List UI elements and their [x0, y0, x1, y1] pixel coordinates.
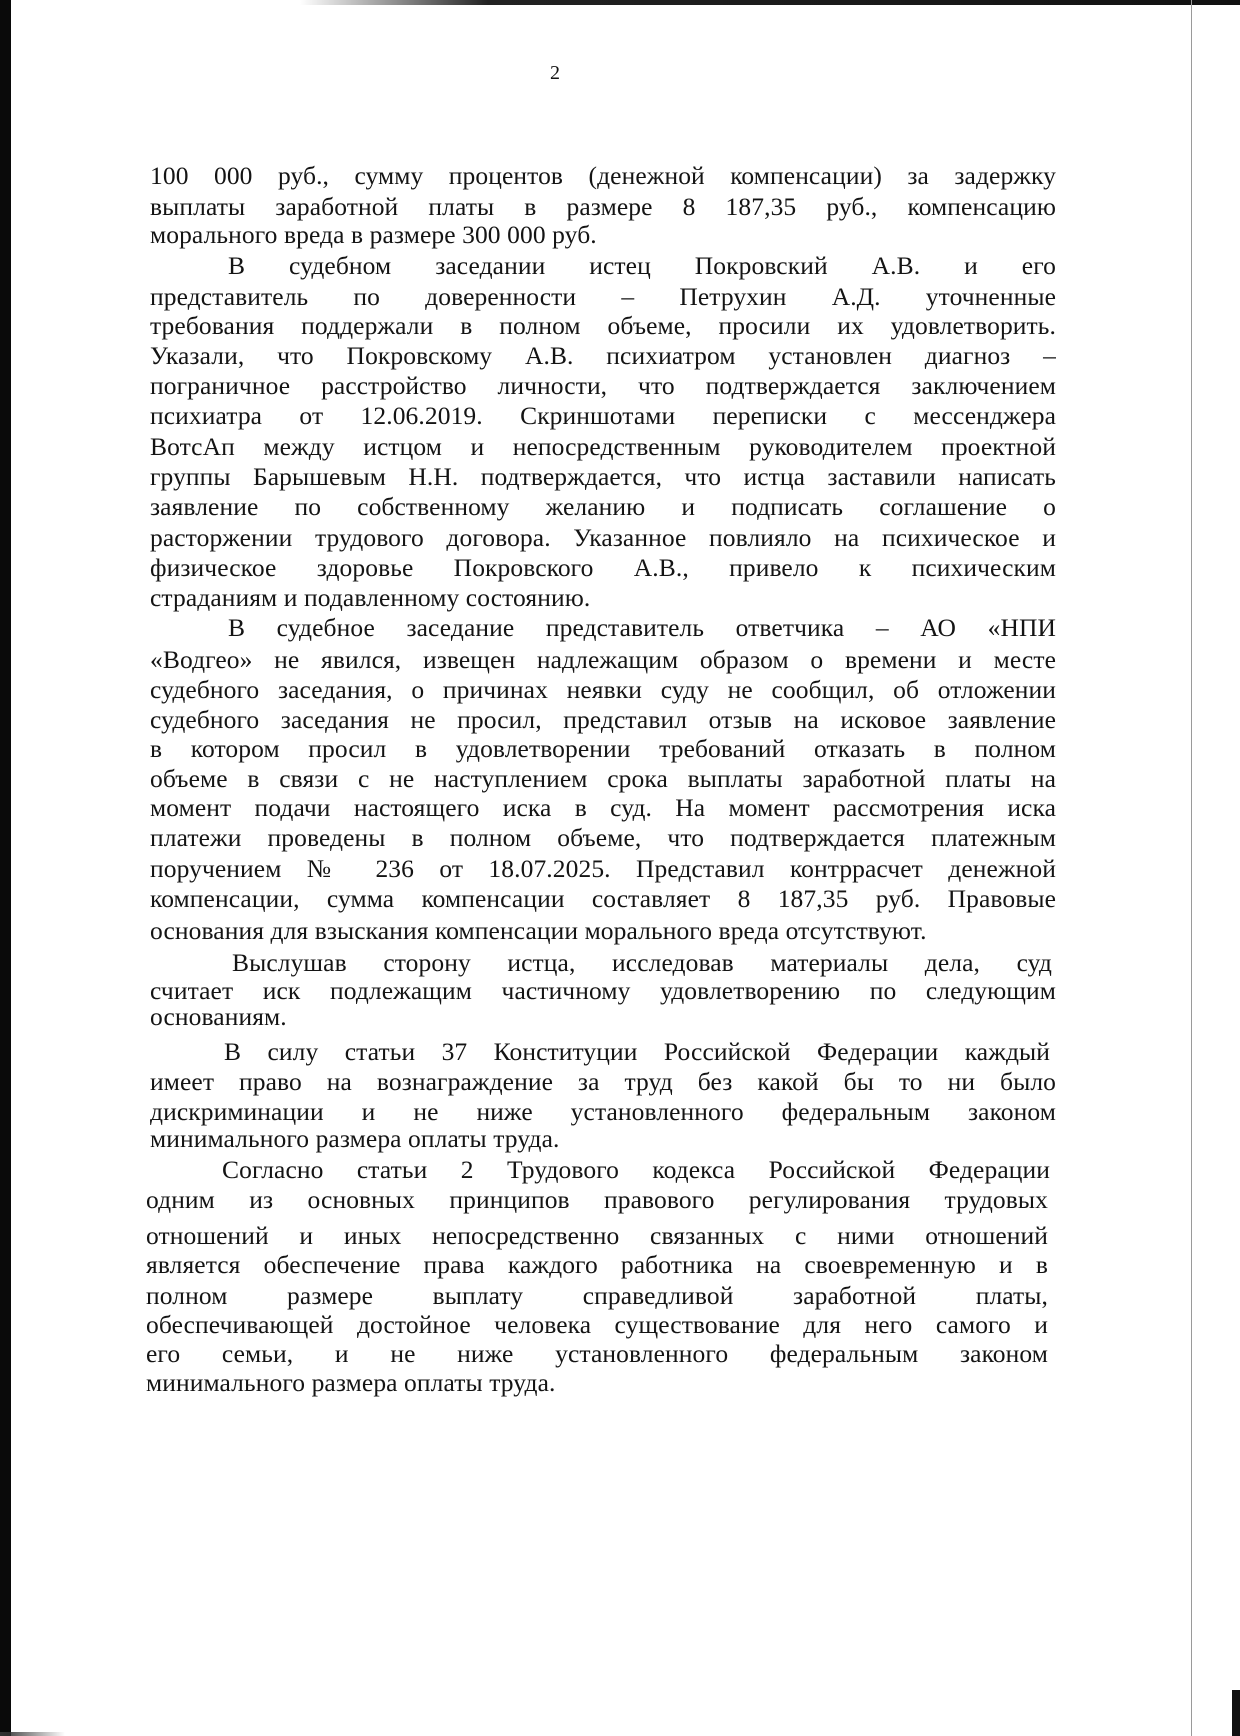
- text-line: одним из основных принципов правового регулирования трудовых: [146, 1185, 1048, 1214]
- scan-edge-left: [0, 0, 11, 1736]
- scan-edge-top: [300, 0, 1240, 5]
- text-line: физическое здоровье Покровского А.В., привело к психическим: [150, 553, 1056, 582]
- text-line: В судебное заседание представитель ответчика – АО «НПИ: [228, 613, 1056, 642]
- text-line: дискриминации и не ниже установленного федеральным законом: [150, 1097, 1056, 1126]
- text-line: выплаты заработной платы в размере 8 187,35 руб., компенсацию: [150, 192, 1056, 221]
- text-line: Согласно статьи 2 Трудового кодекса Российской Федерации: [222, 1155, 1050, 1184]
- text-line: является обеспечение права каждого работника на своевременную и в: [146, 1250, 1048, 1279]
- text-line: страданиям и подавленному состоянию.: [150, 583, 591, 612]
- text-line: Выслушав сторону истца, исследовав материалы дела, суд: [232, 948, 1052, 977]
- text-line: объеме в связи с не наступлением срока выплаты заработной платы на: [150, 764, 1056, 793]
- text-line: считает иск подлежащим частичному удовлетворению по следующим: [150, 976, 1056, 1005]
- text-line: пограничное расстройство личности, что подтверждается заключением: [150, 371, 1056, 400]
- text-line: основания для взыскания компенсации морального вреда отсутствуют.: [150, 916, 927, 945]
- text-line: обеспечивающей достойное человека существование для него самого и: [146, 1310, 1048, 1339]
- text-line: минимального размера оплаты труда.: [150, 1124, 560, 1153]
- text-line: момент подачи настоящего иска в суд. На момент рассмотрения иска: [150, 793, 1056, 822]
- text-line: минимального размера оплаты труда.: [146, 1368, 556, 1397]
- text-line: расторжении трудового договора. Указанное повлияло на психическое и: [150, 523, 1056, 552]
- text-line: психиатра от 12.06.2019. Скриншотами переписки с мессенджера: [150, 401, 1056, 430]
- text-line: поручением № 236 от 18.07.2025. Представил контррасчет денежной: [150, 854, 1056, 883]
- text-line: платежи проведены в полном объеме, что подтверждается платежным: [150, 823, 1056, 852]
- text-line: основаниям.: [150, 1002, 287, 1031]
- scan-edge-right-line: [1191, 0, 1192, 1736]
- text-line: заявление по собственному желанию и подписать соглашение о: [150, 492, 1056, 521]
- text-line: компенсации, сумма компенсации составляет 8 187,35 руб. Правовые: [150, 884, 1056, 913]
- text-line: в котором просил в удовлетворении требований отказать в полном: [150, 734, 1056, 763]
- text-line: полном размере выплату справедливой заработной платы,: [146, 1281, 1048, 1310]
- scan-edge-bottom: [0, 1732, 65, 1736]
- text-line: судебного заседания не просил, представил отзыв на исковое заявление: [150, 705, 1056, 734]
- text-line: группы Барышевым Н.Н. подтверждается, что истца заставили написать: [150, 462, 1056, 491]
- text-line: «Водгео» не явился, извещен надлежащим образом о времени и месте: [150, 645, 1056, 674]
- text-line: морального вреда в размере 300 000 руб.: [150, 220, 597, 249]
- text-line: представитель по доверенности – Петрухин А.Д. уточненные: [150, 282, 1056, 311]
- text-line: Указали, что Покровскому А.В. психиатром установлен диагноз –: [150, 341, 1056, 370]
- text-line: В судебном заседании истец Покровский А.В. и его: [228, 251, 1056, 280]
- text-line: требования поддержали в полном объеме, просили их удовлетворить.: [150, 311, 1056, 340]
- text-line: судебного заседания, о причинах неявки суду не сообщил, об отложении: [150, 675, 1056, 704]
- text-line: отношений и иных непосредственно связанных с ними отношений: [146, 1221, 1048, 1250]
- page-number: 2: [550, 62, 560, 84]
- text-line: имеет право на вознаграждение за труд без какой бы то ни было: [150, 1067, 1056, 1096]
- text-line: его семьи, и не ниже установленного федеральным законом: [146, 1339, 1048, 1368]
- text-line: 100 000 руб., сумму процентов (денежной компенсации) за задержку: [150, 161, 1056, 190]
- scan-edge-right-dark: [1232, 1690, 1240, 1736]
- text-line: ВотсАп между истцом и непосредственным руководителем проектной: [150, 432, 1056, 461]
- text-line: В силу статьи 37 Конституции Российской Федерации каждый: [224, 1037, 1050, 1066]
